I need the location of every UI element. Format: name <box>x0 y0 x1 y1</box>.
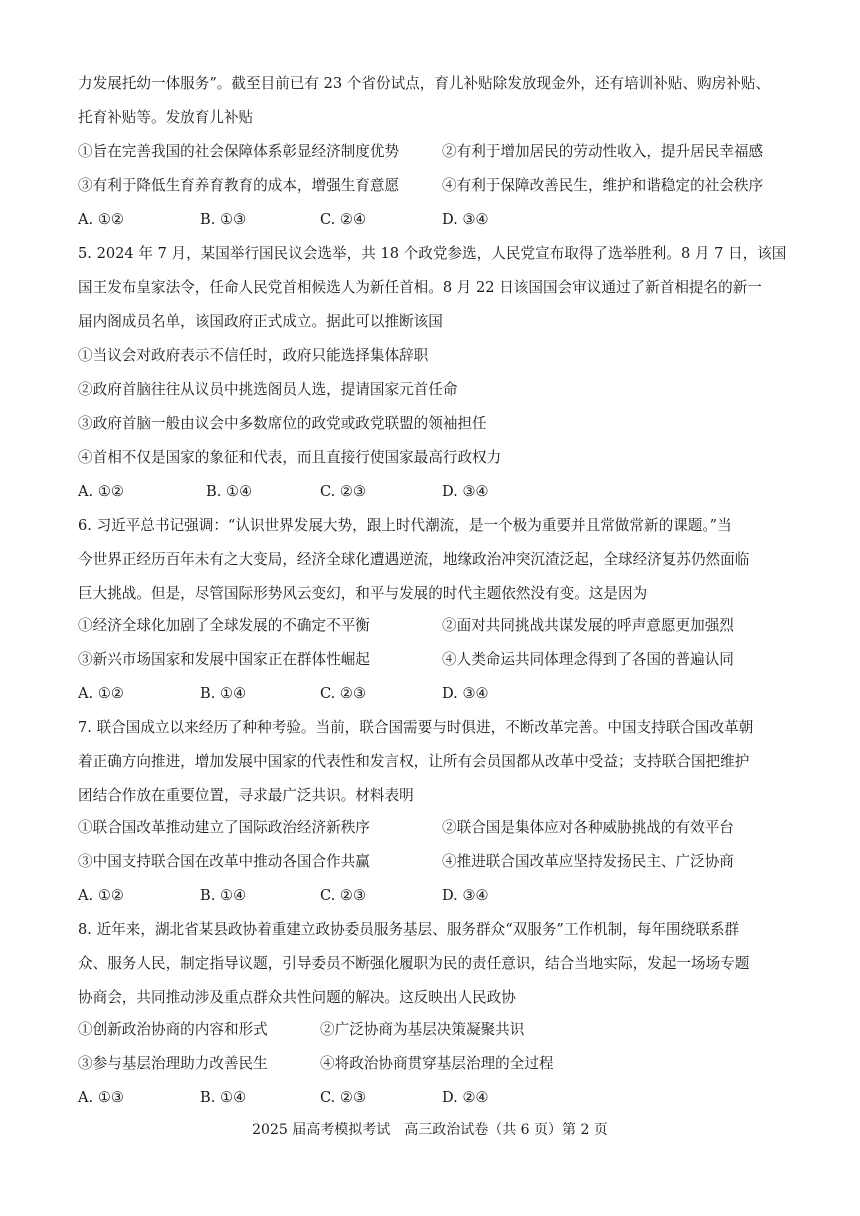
q5-option-c: C. ②③ <box>320 483 367 500</box>
q4-item-3: ③有利于降低生育养育教育的成本，增强生育意愿 <box>78 177 400 194</box>
q8-stem-line-1: 8. 近年来，湖北省某县政协着重建立政协委员服务基层、服务群众“双服务”工作机制，每年围绕联系群 <box>78 921 740 938</box>
page-footer: 2025 届高考模拟考试 高三政治试卷（共 6 页）第 2 页 <box>252 1122 608 1138</box>
q4-option-c: C. ②④ <box>320 211 367 228</box>
q7-stem-line-3: 团结合作放在重要位置，寻求最广泛共识。材料表明 <box>78 787 414 804</box>
q4-item-4: ④有利于保障改善民生，维护和谐稳定的社会秩序 <box>442 177 764 194</box>
q5-stem-line-2: 国王发布皇家法令，任命人民党首相候选人为新任首相。8 月 22 日该国国会审议通过了新首相提名的新一 <box>78 279 762 296</box>
q6-stem-line-2: 今世界正经历百年未有之大变局，经济全球化遭遇逆流，地缘政治冲突沉渣泛起，全球经济复苏仍然面临 <box>78 551 750 568</box>
q7-item-2: ②联合国是集体应对各种威胁挑战的有效平台 <box>442 819 734 836</box>
q8-option-b: B. ①④ <box>200 1089 247 1106</box>
q4-stem-line-1: 力发展托幼一体服务”。截至目前已有 23 个省份试点，育儿补贴除发放现金外，还有培训补贴、购房补贴、 <box>78 75 771 92</box>
q7-option-d: D. ③④ <box>442 887 489 904</box>
q8-option-d: D. ②④ <box>442 1089 489 1106</box>
q8-item-4: ④将政治协商贯穿基层治理的全过程 <box>320 1055 554 1072</box>
q7-item-1: ①联合国改革推动建立了国际政治经济新秩序 <box>78 819 370 836</box>
q7-option-a: A. ①② <box>78 887 124 904</box>
q5-option-a: A. ①② <box>78 483 124 500</box>
q5-item-2: ②政府首脑往往从议员中挑选阁员人选，提请国家元首任命 <box>78 381 458 398</box>
q4-item-2: ②有利于增加居民的劳动性收入，提升居民幸福感 <box>442 143 764 160</box>
q8-item-3: ③参与基层治理助力改善民生 <box>78 1055 268 1072</box>
q6-option-a: A. ①② <box>78 685 124 702</box>
q6-option-d: D. ③④ <box>442 685 489 702</box>
q5-stem-line-1: 5. 2024 年 7 月，某国举行国民议会选举，共 18 个政党参选，人民党宣布取得了选举胜利。8 月 7 日，该国 <box>78 245 787 262</box>
q5-item-1: ①当议会对政府表示不信任时，政府只能选择集体辞职 <box>78 347 429 364</box>
q6-item-1: ①经济全球化加剧了全球发展的不确定不平衡 <box>78 617 370 634</box>
q6-item-3: ③新兴市场国家和发展中国家正在群体性崛起 <box>78 651 370 668</box>
q7-item-3: ③中国支持联合国在改革中推动各国合作共赢 <box>78 853 370 870</box>
q6-stem-line-1: 6. 习近平总书记强调：“认识世界发展大势，跟上时代潮流，是一个极为重要并且常做常新的课题。”当 <box>78 517 732 534</box>
q4-option-d: D. ③④ <box>442 211 489 228</box>
q6-stem-line-3: 巨大挑战。但是，尽管国际形势风云变幻，和平与发展的时代主题依然没有变。这是因为 <box>78 585 648 602</box>
q8-option-a: A. ①③ <box>78 1089 124 1106</box>
q8-stem-line-2: 众、服务人民，制定指导议题，引导委员不断强化履职为民的责任意识，结合当地实际，发起一场场专题 <box>78 955 750 972</box>
q7-stem-line-2: 着正确方向推进，增加发展中国家的代表性和发言权，让所有会员国都从改革中受益；支持联合国把维护 <box>78 753 750 770</box>
q4-option-a: A. ①② <box>78 211 124 228</box>
q4-item-1: ①旨在完善我国的社会保障体系彰显经济制度优势 <box>78 143 400 160</box>
q8-item-2: ②广泛协商为基层决策凝聚共识 <box>320 1021 525 1038</box>
q8-stem-line-3: 协商会，共同推动涉及重点群众共性问题的解决。这反映出人民政协 <box>78 989 516 1006</box>
q7-stem-line-1: 7. 联合国成立以来经历了种种考验。当前，联合国需要与时俱进，不断改革完善。中国支持联合国改革朝 <box>78 719 754 736</box>
q4-option-b: B. ①③ <box>200 211 247 228</box>
q7-option-b: B. ①④ <box>200 887 247 904</box>
q6-option-b: B. ①④ <box>200 685 247 702</box>
q6-item-2: ②面对共同挑战共谋发展的呼声意愿更加强烈 <box>442 617 734 634</box>
q7-option-c: C. ②③ <box>320 887 367 904</box>
q7-item-4: ④推进联合国改革应坚持发扬民主、广泛协商 <box>442 853 734 870</box>
q8-item-1: ①创新政治协商的内容和形式 <box>78 1021 268 1038</box>
q6-item-4: ④人类命运共同体理念得到了各国的普遍认同 <box>442 651 734 668</box>
q5-option-d: D. ③④ <box>442 483 489 500</box>
q5-item-3: ③政府首脑一般由议会中多数席位的政党或政党联盟的领袖担任 <box>78 415 487 432</box>
q8-option-c: C. ②③ <box>320 1089 367 1106</box>
q5-item-4: ④首相不仅是国家的象征和代表，而且直接行使国家最高行政权力 <box>78 449 502 466</box>
q6-option-c: C. ②③ <box>320 685 367 702</box>
q5-option-b: B. ①④ <box>206 483 253 500</box>
q4-stem-line-2: 托育补贴等。发放育儿补贴 <box>78 109 254 126</box>
q5-stem-line-3: 届内阁成员名单，该国政府正式成立。据此可以推断该国 <box>78 313 443 330</box>
